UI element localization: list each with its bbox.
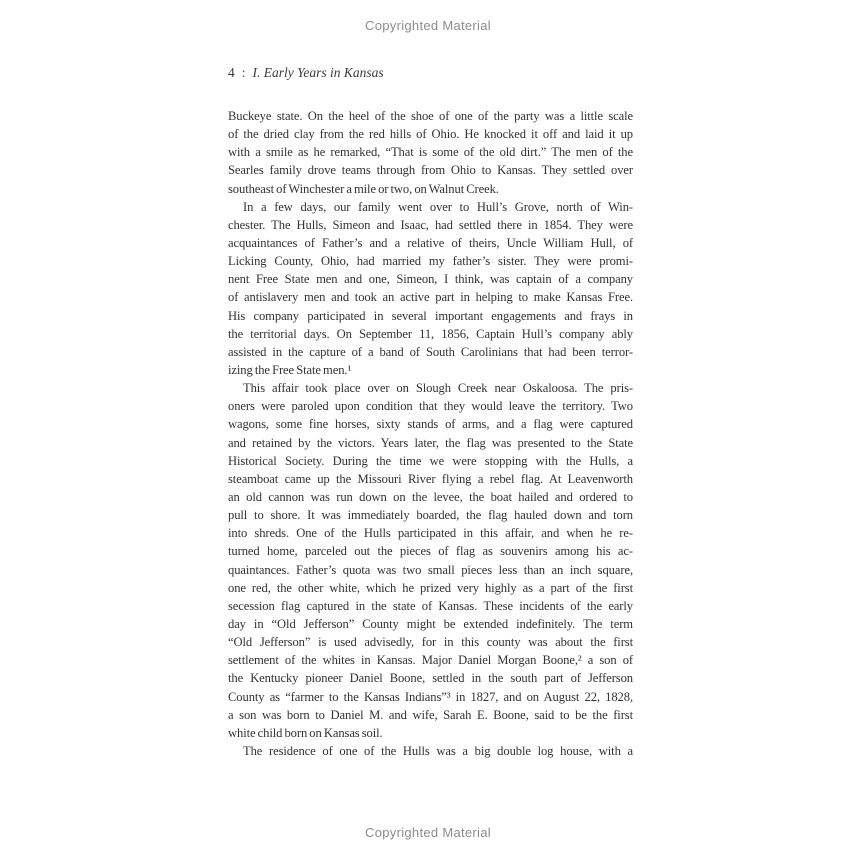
text-line: The residence of one of the Hulls was a big double log house, with a (243, 743, 633, 758)
text-line: quaintances. Father’s quota was two small pieces less than an inch square, (228, 562, 633, 577)
text-line: secession flag captured in the state of Kansas. These incidents of the early (228, 598, 633, 613)
text-line: with a smile as he remarked, “That is some of the old dirt.” The men of the (228, 145, 633, 160)
page-number: 4 (228, 65, 235, 80)
paragraph (228, 198, 633, 379)
text-line: This affair took place over on Slough Creek near Oskaloosa. The pris- (243, 381, 633, 396)
text-line: of the dried clay from the red hills of Ohio. He knocked it off and laid it up (228, 127, 633, 142)
text-line: assisted in the capture of a band of South Carolinians that had been terror- (228, 344, 633, 359)
text-line: pull to shore. It was immediately boarded, the flag hauled down and torn (228, 508, 633, 523)
paragraph (228, 107, 633, 198)
text-line: turned home, parceled out the pieces of flag as souvenirs among his ac- (228, 544, 633, 559)
text-line: Historical Society. During the time we were stopping with the Hulls, a (228, 453, 633, 468)
text-line: County as “farmer to the Kansas Indians”³ in 1827, and on August 22, 1828, (228, 689, 633, 704)
body-text (228, 107, 633, 760)
copyright-notice-bottom: Copyrighted Material (365, 825, 491, 840)
text-line: izing the Free State men.¹ (228, 362, 352, 377)
text-line: day in “Old Jefferson” County might be extended indefinitely. The term (228, 616, 633, 631)
text-line: His company participated in several important engagements and frays in (228, 308, 633, 323)
text-line: of antislavery men and took an active part in helping to make Kansas Free. (228, 290, 633, 305)
text-line: white child born on Kansas soil. (228, 725, 383, 740)
running-header (228, 65, 384, 81)
text-line: wagons, some fine horses, sixty stands of arms, and a flag were captured (228, 417, 633, 432)
text-line: Searles family drove teams through from Ohio to Kansas. They settled over (228, 163, 633, 178)
text-line: the Kentucky pioneer Daniel Boone, settled in the south part of Jefferson (228, 671, 633, 686)
header-separator: : (241, 65, 246, 80)
text-line: chester. The Hulls, Simeon and Isaac, had settled there in 1854. They were (228, 217, 633, 232)
text-line: acquaintances of Father’s and a relative of theirs, Uncle William Hull, of (228, 235, 633, 250)
text-line: In a few days, our family went over to Hull’s Grove, north of Win- (243, 199, 633, 214)
text-line: one red, the other white, which he prized very highly as a part of the first (228, 580, 633, 595)
text-line: Licking County, Ohio, had married my father’s sister. They were promi- (228, 254, 633, 269)
text-line: and retained by the victors. Years later, the flag was presented to the State (228, 435, 633, 450)
chapter-title: I. Early Years in Kansas (252, 65, 384, 80)
text-line: southeast of Winchester a mile or two, on Walnut Creek. (228, 181, 499, 196)
paragraph (228, 379, 633, 742)
copyright-notice-top: Copyrighted Material (365, 18, 491, 33)
text-line: a son was born to Daniel M. and wife, Sarah E. Boone, said to be the first (228, 707, 633, 722)
text-line: Buckeye state. On the heel of the shoe of one of the party was a little scale (228, 109, 633, 123)
text-line: the territorial days. On September 11, 1856, Captain Hull’s company ably (228, 326, 633, 341)
text-line: an old cannon was run down on the levee, the boat hailed and ordered to (228, 489, 633, 504)
paragraph (228, 742, 633, 760)
text-line: steamboat came up the Missouri River flying a rebel flag. At Leavenworth (228, 471, 633, 486)
text-line: nent Free State men and one, Simeon, I think, was captain of a company (228, 272, 633, 287)
text-line: into shreds. One of the Hulls participated in this affair, and when he re- (228, 526, 633, 541)
text-line: oners were paroled upon condition that they would leave the territory. Two (228, 399, 633, 414)
text-line: settlement of the whites in Kansas. Major Daniel Morgan Boone,² a son of (228, 653, 633, 668)
text-line: “Old Jefferson” is used advisedly, for in this county was about the first (228, 635, 633, 650)
